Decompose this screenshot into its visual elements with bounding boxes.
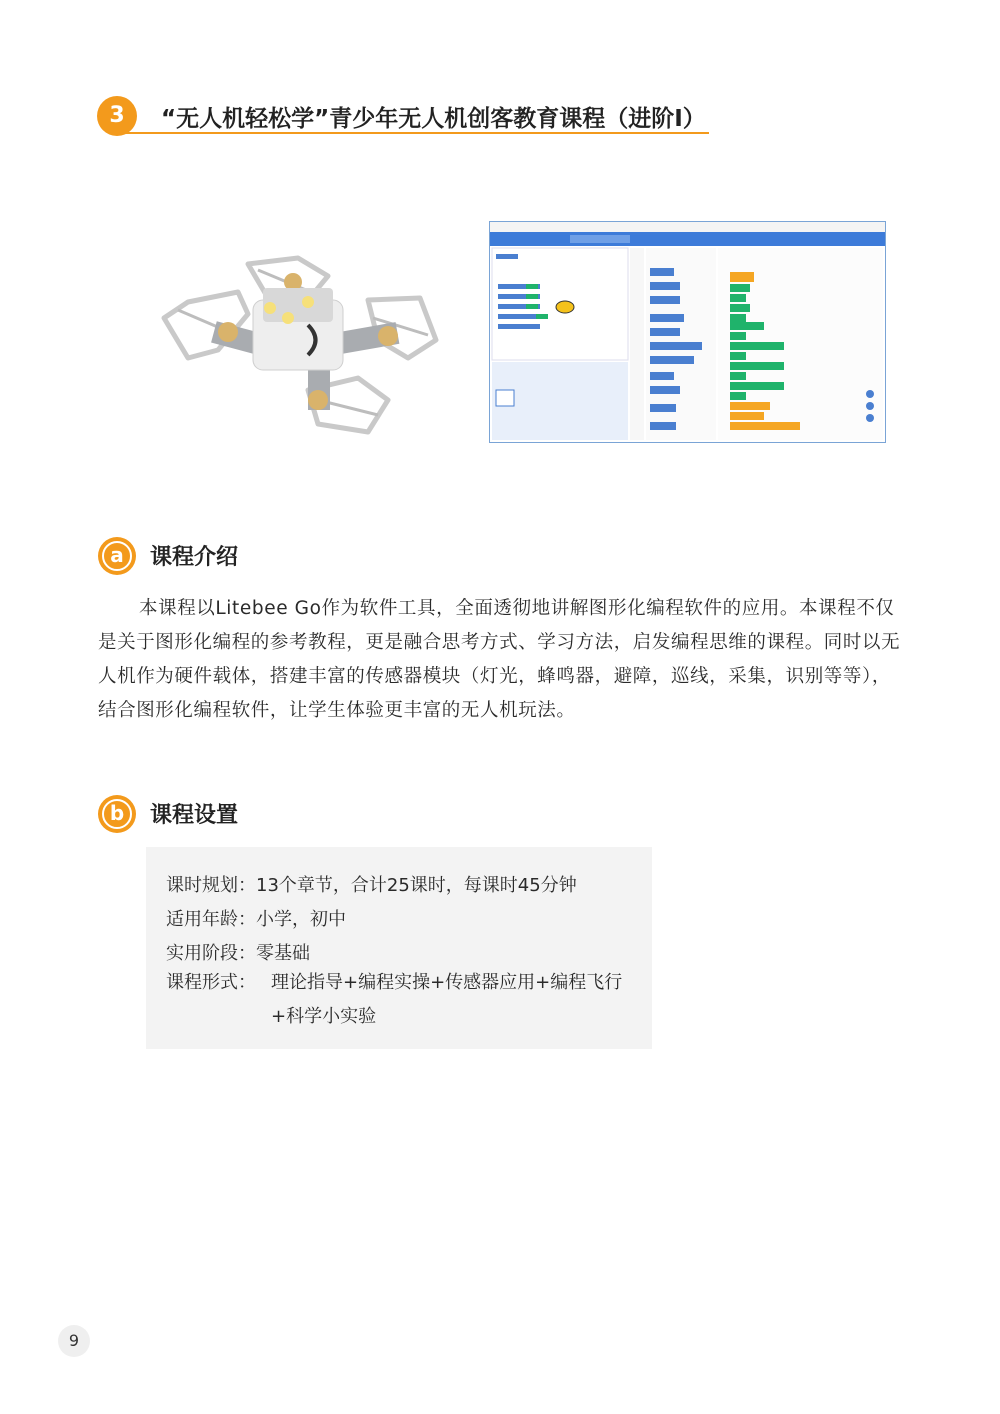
drone-image	[158, 240, 440, 436]
software-screenshot	[489, 221, 886, 443]
settings-value: 理论指导+编程实操+传感器应用+编程飞行+科学小实验	[271, 972, 623, 1027]
course-settings-title: 课程设置	[150, 803, 239, 828]
course-settings-box	[146, 847, 652, 1049]
course-intro-letter: a	[110, 543, 124, 567]
settings-row-age	[166, 905, 346, 931]
settings-value: 小学，初中	[256, 909, 346, 930]
course-intro-title: 课程介绍	[150, 545, 239, 570]
page-number: 9	[58, 1325, 90, 1357]
settings-label: 课时规划：	[166, 875, 256, 896]
section-title: “无人机轻松学”青少年无人机创客教育课程（进阶I）	[161, 106, 706, 132]
software-screenshot-graphic	[490, 222, 885, 442]
course-settings-letter: b	[109, 801, 125, 825]
settings-label: 适用年龄：	[166, 909, 256, 930]
settings-value: 13个章节，合计25课时，每课时45分钟	[256, 875, 577, 896]
settings-value: 零基础	[256, 943, 310, 964]
settings-row-format	[166, 966, 636, 1034]
section-number-badge: 3	[97, 96, 137, 136]
settings-label: 实用阶段：	[166, 943, 256, 964]
settings-row-stage	[166, 939, 310, 965]
settings-row-hours	[166, 871, 577, 897]
section-header	[97, 96, 709, 136]
course-intro-paragraph: 本课程以Litebee Go作为软件工具，全面透彻地讲解图形化编程软件的应用。本课程不仅是关于图形化编程的参考教程，更是融合思考方式、学习方法，启发编程思维的课程。同时以无人机作为硬件载体，搭建丰富的传感器模块（灯光，蜂鸣器，避障，巡线，采集，识别等等），结合图形化编程软件，让学生体验更丰富的无人机玩法。	[98, 598, 901, 721]
settings-label: 课程形式：	[166, 972, 256, 993]
